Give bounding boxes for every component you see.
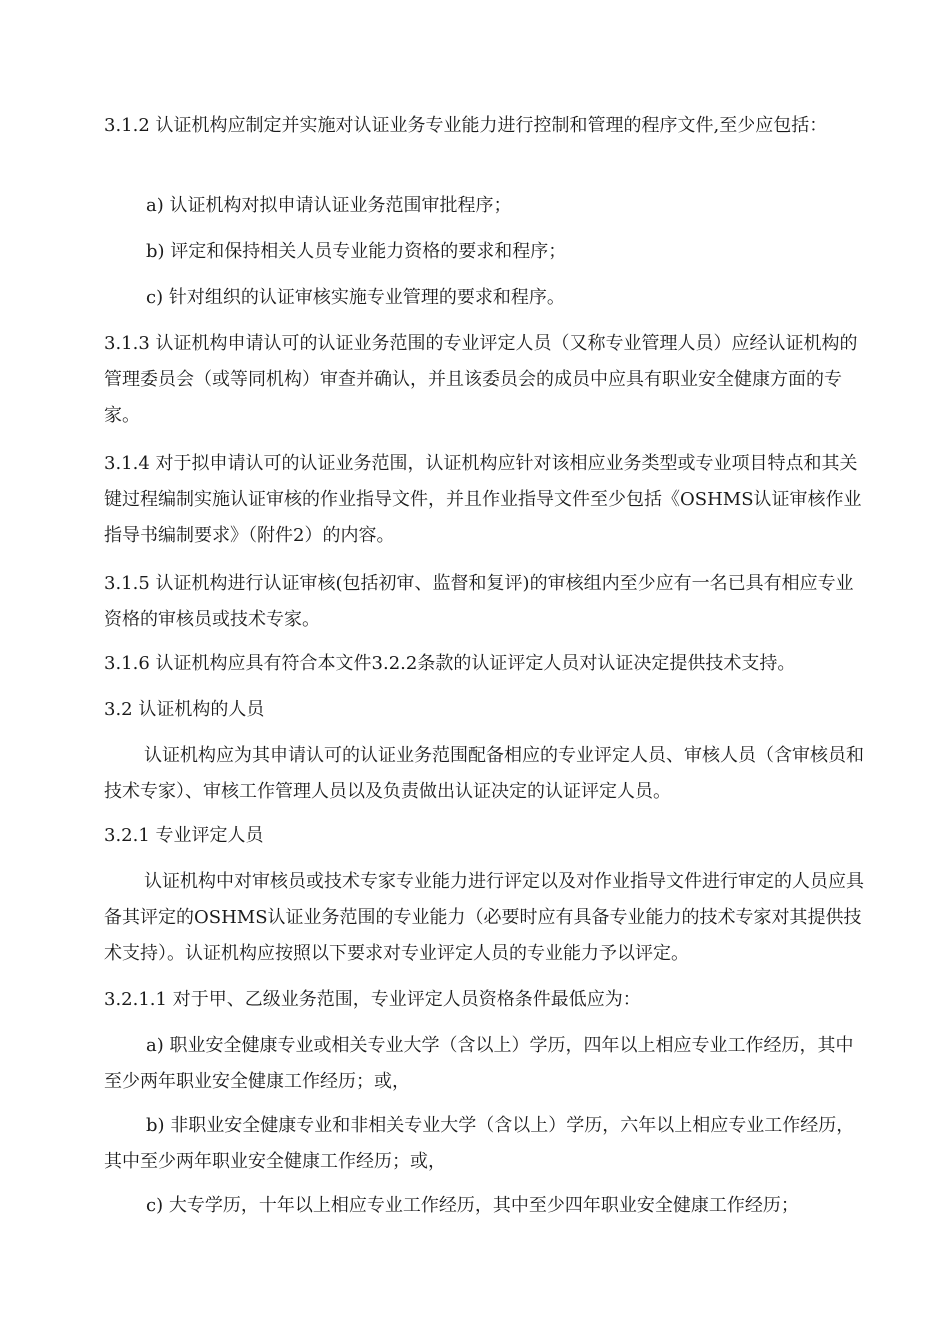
clause-3-2-1-1: 3.2.1.1 对于甲、乙级业务范围，专业评定人员资格条件最低应为：	[104, 989, 641, 1010]
section-3-2-body: 认证机构应为其申请认可的认证业务范围配备相应的专业评定人员、审核人员（含审核员和技术专家）、审核工作管理人员以及负责做出认证决定的认证评定人员。	[104, 745, 864, 802]
clause-3-1-2-item-b: b) 评定和保持相关人员专业能力资格的要求和程序；	[146, 241, 567, 262]
clause-3-1-2-item-c: c) 针对组织的认证审核实施专业管理的要求和程序。	[146, 287, 565, 308]
section-3-2-1-body: 认证机构中对审核员或技术专家专业能力进行评定以及对作业指导文件进行审定的人员应具备其评定的OSHMS认证业务范围的专业能力（必要时应有具备专业能力的技术专家对其提供技术支持）。认证机构应按照以下要求对专业评定人员的专业能力予以评定。	[104, 871, 864, 964]
section-3-2-heading: 3.2 认证机构的人员	[104, 699, 265, 720]
clause-3-2-1-1-item-a: a) 职业安全健康专业或相关专业大学（含以上）学历，四年以上相应专业工作经历，其中至少两年职业安全健康工作经历；或，	[104, 1035, 854, 1092]
clause-3-1-5: 3.1.5 认证机构进行认证审核(包括初审、监督和复评)的审核组内至少应有一名已具有相应专业资格的审核员或技术专家。	[104, 573, 854, 630]
clause-3-2-1-1-item-b: b) 非职业安全健康专业和非相关专业大学（含以上）学历，六年以上相应专业工作经历，其中至少两年职业安全健康工作经历；或，	[104, 1115, 855, 1172]
clause-3-1-4: 3.1.4 对于拟申请认可的认证业务范围，认证机构应针对该相应业务类型或专业项目特点和其关键过程编制实施认证审核的作业指导文件，并且作业指导文件至少包括《OSHMS认证审核作业指导书编制要求》（附件2）的内容。	[104, 453, 862, 546]
clause-3-1-3: 3.1.3 认证机构申请认可的认证业务范围的专业评定人员（又称专业管理人员）应经认证机构的管理委员会（或等同机构）审查并确认，并且该委员会的成员中应具有职业安全健康方面的专家。	[104, 333, 858, 426]
clause-3-1-6: 3.1.6 认证机构应具有符合本文件3.2.2条款的认证评定人员对认证决定提供技术支持。	[104, 653, 796, 674]
section-3-2-1-heading: 3.2.1 专业评定人员	[104, 825, 264, 846]
clause-3-2-1-1-item-c: c) 大专学历，十年以上相应专业工作经历，其中至少四年职业安全健康工作经历；	[146, 1195, 799, 1216]
clause-3-1-2: 3.1.2 认证机构应制定并实施对认证业务专业能力进行控制和管理的程序文件,至少应包括：	[104, 115, 828, 136]
clause-3-1-2-item-a: a) 认证机构对拟申请认证业务范围审批程序；	[146, 195, 512, 216]
